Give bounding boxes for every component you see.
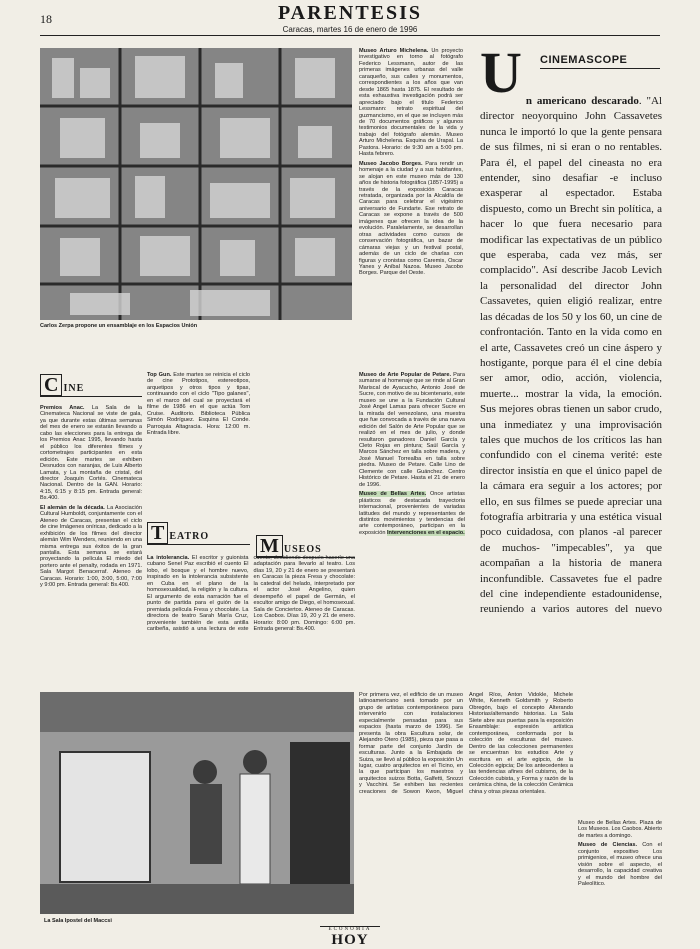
masthead: PARENTESIS bbox=[277, 2, 423, 24]
section-cine-header bbox=[40, 374, 142, 397]
bellas-info: Museo de Bellas Artes. Plaza de Los Museos. Los Caobos. Abierto de martes a domingo. bbox=[578, 820, 662, 839]
section-teatro-header bbox=[147, 522, 250, 545]
gallery-illustration bbox=[40, 692, 354, 914]
intolerancia-title: La intolerancia. bbox=[147, 555, 190, 561]
section-museos-cap: M bbox=[256, 535, 283, 557]
borges-text: Para rendir un homenaje a la ciudad y a sus habitantes, se alojan en este museo más de 130 años de historia fotográfica (1857-1995) a través de la exposición Caracas retratada, organizada por la Alcaldía de Caracas para celebrar el vigésimo aniversario de Fundarte. Ese retrato de Caracas se expone a través de 500 imágenes que ofrecen la idea de la evolución. Paralelamente, se desarrollan otras actividades como cursos de conservación fotográfica, un bazar de cámaras viejas y un festival postal, además de un ciclo de charlas con figuras y cronistas como Caremis, Oscar Yanes y Aníbal Nazoa. Museo Jacobo Borges. Parque del Oeste. bbox=[359, 160, 463, 277]
michelena-title: Museo Arturo Michelena. bbox=[359, 48, 429, 54]
section-cine-rest: INE bbox=[63, 383, 85, 394]
dateline: Caracas, martes 16 de enero de 1996 bbox=[282, 25, 418, 34]
ciencias-title: Museo de Ciencias. bbox=[578, 842, 638, 849]
petare-text: Para sumarse al homenaje que se rinde al Gran Mariscal de Ayacucho, Antonio José de Sucre, con motivo de su bicentenario, este museo se une a la Fundación Cultural José Angel Lamas para ofrecer Sucre en la mirada del venezolano, una muestra que fue convocada a través de una nueva edición del Salón de Arte Popular que se realizó en el mes de julio, y donde resultaron ganadores Daniel García y Cleto Rojas en pintura; Saúl García y Marcos Sánchez en talla sobre madera, y José Manuel Torrealba en talla sobre piedra. Museo de Petare. Calle Lino de Clemente con calle Guánchez. Centro Histórico de Petare. Hasta el 21 de enero de 1996. bbox=[359, 372, 465, 488]
aleman-title: El alemán de la década. bbox=[40, 504, 105, 511]
header-rule bbox=[40, 35, 660, 36]
bellas-highlight: Intervenciones en el espacio. bbox=[387, 529, 465, 536]
ciencias-text: Con el conjunto expositivo Los primigenios, el museo ofrece una visión sobre el aspecto, el desarrollo, la capacidad creativa y el mundo del hombre del Paleolítico. bbox=[578, 842, 662, 888]
drop-cap: U bbox=[480, 50, 522, 105]
cinemascope-heading: CINEMASCOPE bbox=[540, 54, 628, 66]
bellas-text-b: Por primera vez, el edificio de un museo latinoamericano será tomado por un grupo de artistas contemporáneos para intervenirlo con instalaciones especialmente pensadas para sus espacios (hasta marzo de 1996). Se presenta la obra Escultura solar, de Alejandro Otero (1985), pieza que pasa a formar parte del conjunto Jardín de esculturas. Junto a la Embajada de Suiza, se llevó al público la exposición Un lugar, cuatro arquitectos en el Ticino, en la que participan los maestros y arquitectos suizos Botta, Galfetti, Snozzi y Vacchini. Se exhiben las recientes creaciones de Sowon Kwon, Miguel Angel Ríos, Anton Vidokle, Michele White, Kenneth Goldsmith y Roberto Obregón, bajo el concepto Alterando Historias/alternando historias. La Sala Siete abre sus puertas para la exposición Ensamblaje: expresión artística contemporánea, conformada por la colección de esculturas del museo. Dentro de las colecciones permanentes se encuentran los estudios Arte y escritura en el arte egipcio, de la Colección egipcia; De los antecedentes a las tendencias afines del cubismo, de la Colección cubista, y Forma y razón de la cerámica china, de la colección Cerámica china y otras piezas orientales. bbox=[359, 692, 573, 795]
footer-small: ECONOMIA bbox=[320, 926, 380, 932]
topgun-text: Este martes se reinicia el ciclo de cine Prototipos, estereotipos, arquetipos y otros tipos y tipas, continuando con el ciclo "Tipo galanes", en el marco del cual se proyectará el filme de 1986 en el que actúa Tom Cruise. Auditorio. Biblioteca Pública Simón Rodríguez. Esquina El Conde. Parroquia Altagracia. Hora: 12:00 m. Entrada libre. bbox=[147, 372, 250, 437]
bellas-text-a: Once artistas plásticos de destacada trayectoria internacional, provenientes de variadas latitudes del mundo y representantes de distintos movimientos y tendencias del arte contemporáneo, participan en la exposición bbox=[359, 491, 465, 536]
premios-title: Premios Anac. bbox=[40, 405, 85, 411]
cinemascope-article bbox=[480, 50, 662, 620]
teatro-column bbox=[147, 555, 355, 691]
section-cine-cap: C bbox=[40, 374, 62, 396]
bellas-continuation bbox=[359, 692, 573, 917]
cinemascope-body: . "Al director neoyorquino John Cassavetes nunca le importó lo que la gente pensara de sus filmes, ni si eran o no rentables. Para él, el papel del cineasta no era entender, sino desafiar -e incluso exasperar al espectador. Estaba dispuesto, como un Brecht sin política, a hacer lo que fuera necesario para modificar las expectativas de un público que esperaba, cada vez más, ser complacido". Así describe Jacob Levich la personalidad del director John Cassavetes, quien eligió realizar, entre las décadas de los 50 y los 60, un cine de confrontación. Tanto en la vida como en el arte, Cassavetes creó un cine áspero y hostigante, porque para él el cine debía ser amor, odio, acción, violencia, muerte... mostrar la vida, la emoción. Sus mejores obras tienen un sabor crudo, una inmediatez y una improvisación tales que muchos de los críticos las han confundido con el cinema verité: este director insistía en que el único papel de la cámara era seguir a los actores; por ello, en sus filmes se puede apreciar una fotografía arbitraria y una estética visual poco cuidadosa, con planos -al parecer de muchos- "impecables", ya que acompañan a la historia de manera inconfundible. Cassavetes fue el padre del cine independiente estadounidense, reuniendo a varios autores del nuevo bbox=[480, 95, 662, 616]
petare-title: Museo de Arte Popular de Petare. bbox=[359, 372, 452, 378]
petare-block bbox=[359, 372, 465, 692]
bottom-photo-caption: La Sala Ipostel del Maccsi bbox=[44, 918, 112, 924]
footer-brand: HOY bbox=[331, 932, 369, 948]
michelena-text: Un proyecto investigativo en torno al fotógrafo Federico Lessmann, autor de las primeras imágenes urbanas del valle caraqueño, sus calles y monumentos, correspondientes a los años que van desde 1865 hasta 1875. El resultado de esta exhaustiva investigación podrá ser apreciado bajo el título Federico Lessmann: retrato espiritual del guzmancismo, en el que se incluyen más de 70 documentos gráficos y algunos testimonios documentales de la vida y trabajo del fotógrafo alemán. Museo Arturo Michelena. Esquina de Urapal. La Pastora. Horario: de 9:30 am a 5:00 pm. Hasta febrero. bbox=[359, 48, 463, 158]
top-photo-caption: Carlos Zerpa propone un ensamblaje en los Espacios Unión bbox=[40, 323, 198, 329]
page-number: 18 bbox=[40, 12, 52, 26]
bottom-photo bbox=[40, 692, 354, 914]
col5 bbox=[578, 820, 662, 916]
premios-text: La Sala de la Cinemateca Nacional se viste de gala, ya que durante estas últimas semanas del mes de enero se estarán llevando a cabo las elecciones para la entrega de los Premios Anac 1995, llevando hasta el público los diferentes filmes y cortometrajes participantes en esta edición. Este martes se exhiben Desnudos con naranjas, de Luis Alberto Lamata, y La montaña de cristal, del director Joaquín Cortés. Cinemateca Nacional. Dentro de la GAN. Horario: 4:15, 6:15 y 8:15 pm. Entrada general: Bs.400. bbox=[40, 405, 142, 502]
topgun-title: Top Gun. bbox=[147, 372, 172, 378]
aleman-text: La Asociación Cultural Humboldt, conjuntamente con el Ateneo de Caracas, presentan el ciclo de cine Imágenes oníricas, dedicado a la exhibición de los filmes del director alemán Wim Wenders, reuniendo en una misma entrega sus éxitos de la gran pantalla. Esta semana se estará proyectando la película El miedo del portero ante el penalty, rodada en 1971. Sala Margot Benacerraf. Ateneo de Caracas. Horario: 1:00, 3:00, 5:00, 7:00 y 9:00 pm. Entrada general: Bs.400. bbox=[40, 504, 142, 589]
museos-column bbox=[256, 372, 355, 530]
section-teatro-cap: T bbox=[147, 522, 168, 544]
borges-title: Museo Jacobo Borges. bbox=[359, 160, 423, 167]
footer bbox=[0, 926, 700, 949]
cinemascope-lead: n americano descarado bbox=[525, 95, 639, 107]
topgun-column bbox=[147, 372, 250, 514]
cine-column bbox=[40, 405, 142, 691]
section-museos-header bbox=[256, 535, 355, 558]
section-teatro-rest: EATRO bbox=[169, 531, 210, 542]
intolerancia-text: El escritor y guionista cubano Senel Paz escribió el cuento El lobo, el bosque y el hombre nuevo, inspirado en la intolerancia subsistente en Cuba en el plano de la homosexualidad, la religión y la cultura. El argumento de esta narración fue el punto de partida para el guión de la premiada película Fresa y chocolate. La directora de teatro Sarah María Cruz, proveniente también de esta antilla caribeña, asistió a una lectura de este cuento, decidiendo después hacerle una adaptación para llevarlo al teatro. Los días 19, 20 y 21 de enero se presentará en Caracas la pieza Fresa y chocolate: la catedral del helado, interpretado por el actor José Angelino, quien desempeñó el papel de Germán, el escultor amigo de Diego, el homosexual. Sala de Conciertos. Ateneo de Caracas. Los Caobos. Días 19, 20 y 21 de enero. Horario: 8:00 pm. Domingo: 6:00 pm. Entrada general: Bs.400. bbox=[147, 555, 355, 632]
shelves-illustration bbox=[40, 48, 352, 320]
top-photo bbox=[40, 48, 352, 320]
bellas-title: Museo de Bellas Artes. bbox=[359, 491, 427, 498]
section-museos-rest: USEOS bbox=[283, 544, 322, 555]
